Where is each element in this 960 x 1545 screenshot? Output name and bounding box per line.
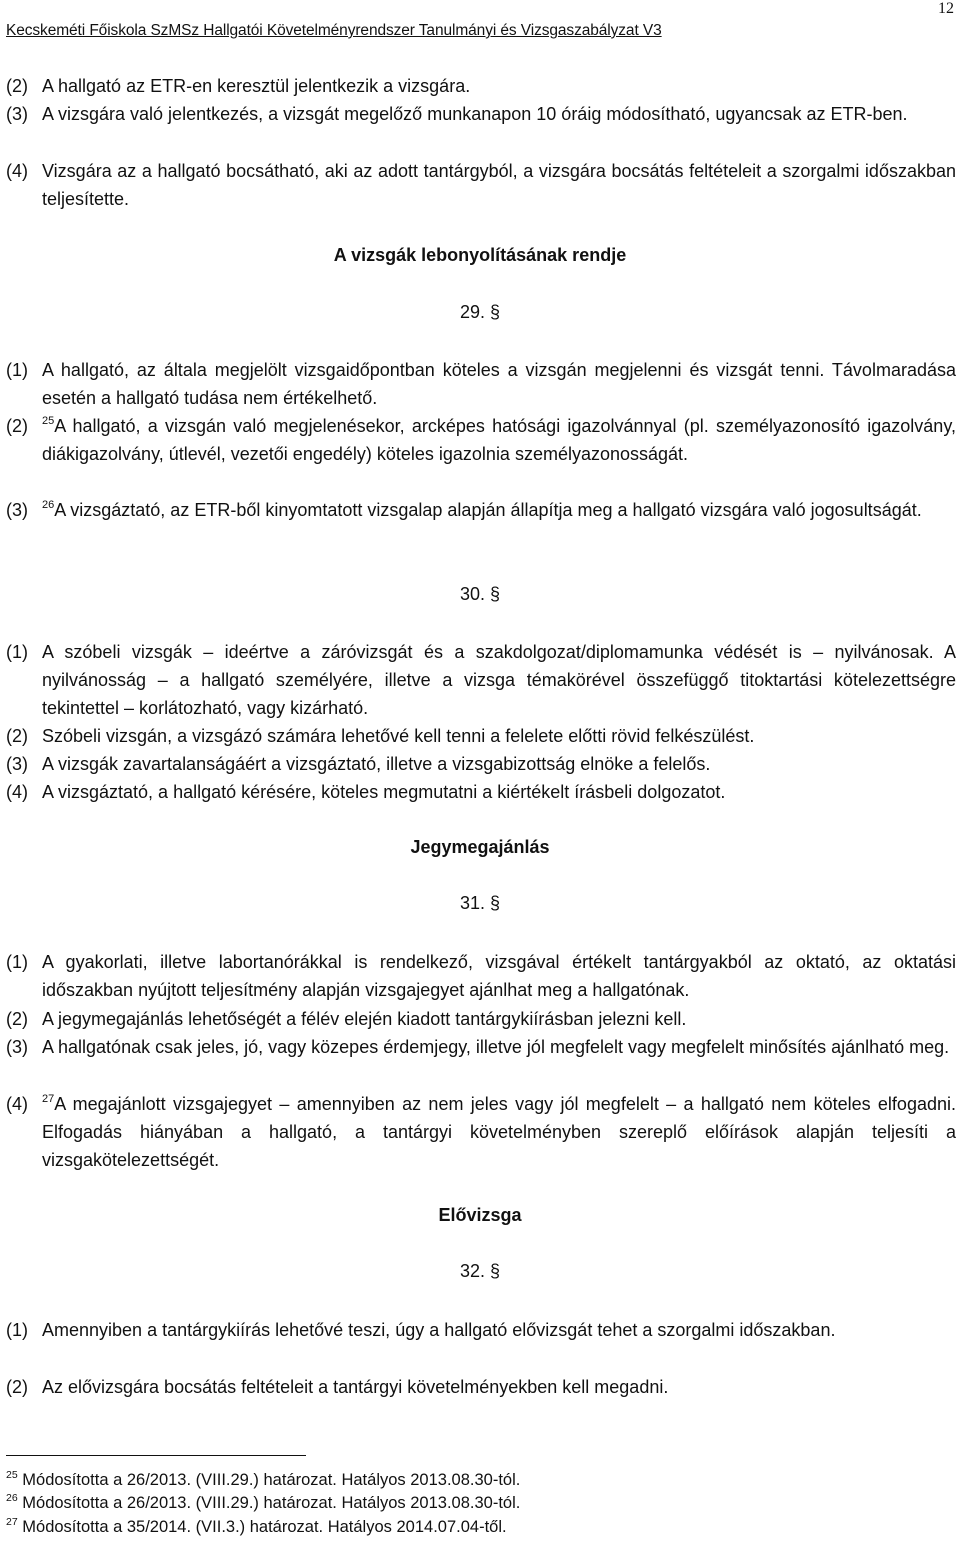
footnote-ref: 25: [42, 415, 55, 427]
paragraph-number: (2): [6, 76, 28, 96]
running-header: Kecskeméti Főiskola SzMSz Hallgatói Követelményrendszer Tanulmányi és Vizsgaszabályzat V3: [6, 22, 662, 39]
paragraph-number: (2): [6, 416, 28, 436]
paragraph-text: A hallgató, az általa megjelölt vizsgaidőpontban köteles a vizsgán megjelenni és vizsgát tenni. Távolmaradása esetén a hallgató tudása nem értékelhető.: [42, 360, 956, 408]
paragraph-text: A vizsgáztató, az ETR-ből kinyomtatott vizsgalap alapján állapítja meg a hallgató vizsgára való jogosultságát.: [54, 500, 922, 520]
paragraph: [6, 356, 956, 412]
section-heading: Jegymegajánlás: [410, 837, 550, 857]
paragraph-number: (3): [6, 754, 28, 774]
paragraph-number: (1): [6, 1320, 28, 1340]
paragraph-text: A vizsgáztató, a hallgató kérésére, köteles megmutatni a kiértékelt írásbeli dolgozatot.: [42, 782, 726, 802]
paragraph: [6, 948, 956, 1004]
paragraph-text: A szóbeli vizsgák – ideértve a záróvizsgát és a szakdolgozat/diplomamunka védését is – nyilvánosak. A nyilvánosság – a hallgató személyére, illetve a vizsga témakörével összefüggő titoktartási kötelezettségre tekintettel – korlátozható, vagy kizárható.: [42, 642, 956, 718]
footnote-number: 25: [6, 1469, 18, 1481]
paragraph-number: (4): [6, 1094, 28, 1114]
paragraph-text: Amennyiben a tantárgykiírás lehetővé teszi, úgy a hallgató elővizsgát tehet a szorgalmi időszakban.: [42, 1320, 836, 1340]
paragraph: [6, 638, 956, 722]
footnote-separator: [6, 1455, 306, 1456]
paragraph-number: (3): [6, 104, 28, 124]
paragraph-text: Vizsgára az a hallgató bocsátható, aki az adott tantárgyból, a vizsgára bocsátás feltételeit a szorgalmi időszakban teljesítette.: [42, 161, 956, 209]
paragraph-number: (3): [6, 1037, 28, 1057]
section-number: 30. §: [459, 584, 501, 604]
paragraph: [6, 1005, 956, 1033]
footnote-ref: 27: [42, 1093, 55, 1105]
footnote-number: 26: [6, 1492, 18, 1504]
footnote-ref: 26: [42, 499, 55, 511]
paragraph-number: (1): [6, 360, 28, 380]
paragraph: [6, 72, 956, 100]
paragraph: [6, 1373, 956, 1401]
footnote-number: 27: [6, 1516, 18, 1528]
footnote-text: Módosította a 35/2014. (VII.3.) határozat. Hatályos 2014.07.04-től.: [22, 1518, 507, 1536]
footnote: [6, 1492, 520, 1514]
section-number: 29. §: [459, 302, 501, 322]
paragraph-number: (1): [6, 642, 28, 662]
paragraph-text: A jegymegajánlás lehetőségét a félév elején kiadott tantárgykiírásban jelezni kell.: [42, 1009, 687, 1029]
paragraph: [6, 750, 956, 778]
footnote: [6, 1516, 507, 1538]
paragraph-text: A hallgatónak csak jeles, jó, vagy közepes érdemjegy, illetve jól megfelelt vagy megfelelt minősítés ajánlható meg.: [42, 1037, 950, 1057]
paragraph-text: A hallgató, a vizsgán való megjelenésekor, arcképes hatósági igazolvánnyal (pl. személyazonosító igazolvány, diákigazolvány, útlevél, vezetői engedély) köteles igazolnia személyazonosságát.: [42, 416, 956, 464]
section-heading: Elővizsga: [438, 1205, 522, 1225]
section-heading: A vizsgák lebonyolításának rendje: [333, 245, 627, 265]
paragraph-text: A hallgató az ETR-en keresztül jelentkezik a vizsgára.: [42, 76, 471, 96]
paragraph-text: A gyakorlati, illetve labortanórákkal is rendelkező, vizsgával értékelt tantárgyakból az oktató, az oktatási időszakban nyújtott teljesítmény alapján vizsgajegyet ajánlhat meg a hallgatónak.: [42, 952, 956, 1000]
paragraph-text: A megajánlott vizsgajegyet – amennyiben az nem jeles vagy jól megfelelt – a hallgató nem köteles elfogadni. Elfogadás hiányában a hallgató, a tantárgyi követelményben szereplő előírások alapján teljesíti a vizsgakötelezettségét.: [42, 1094, 956, 1170]
page-number: 12: [938, 0, 954, 17]
paragraph-text: A vizsgák zavartalanságáért a vizsgáztató, illetve a vizsgabizottság elnöke a felelős.: [42, 754, 711, 774]
paragraph-number: (2): [6, 726, 28, 746]
paragraph: [6, 157, 956, 213]
footnote-text: Módosította a 26/2013. (VIII.29.) határozat. Hatályos 2013.08.30-tól.: [22, 1471, 521, 1489]
section-number: 31. §: [459, 893, 501, 913]
paragraph: [6, 722, 956, 750]
paragraph: [6, 412, 956, 468]
paragraph: [6, 1033, 956, 1061]
paragraph-text: Az elővizsgára bocsátás feltételeit a tantárgyi követelményekben kell megadni.: [42, 1377, 669, 1397]
paragraph: [6, 100, 956, 128]
paragraph-number: (4): [6, 782, 28, 802]
paragraph-number: (1): [6, 952, 28, 972]
paragraph-number: (3): [6, 500, 28, 520]
paragraph-number: (2): [6, 1377, 28, 1397]
paragraph: [6, 1090, 956, 1174]
paragraph: [6, 778, 956, 806]
paragraph-text: Szóbeli vizsgán, a vizsgázó számára lehetővé kell tenni a felelete előtti rövid felkészülést.: [42, 726, 755, 746]
footnote-text: Módosította a 26/2013. (VIII.29.) határozat. Hatályos 2013.08.30-tól.: [22, 1494, 521, 1512]
footnote: [6, 1469, 520, 1491]
paragraph: [6, 496, 956, 524]
section-number: 32. §: [459, 1261, 501, 1281]
paragraph: [6, 1316, 956, 1344]
paragraph-text: A vizsgára való jelentkezés, a vizsgát megelőző munkanapon 10 óráig módosítható, ugyancsak az ETR-ben.: [42, 104, 908, 124]
paragraph-number: (4): [6, 161, 28, 181]
paragraph-number: (2): [6, 1009, 28, 1029]
